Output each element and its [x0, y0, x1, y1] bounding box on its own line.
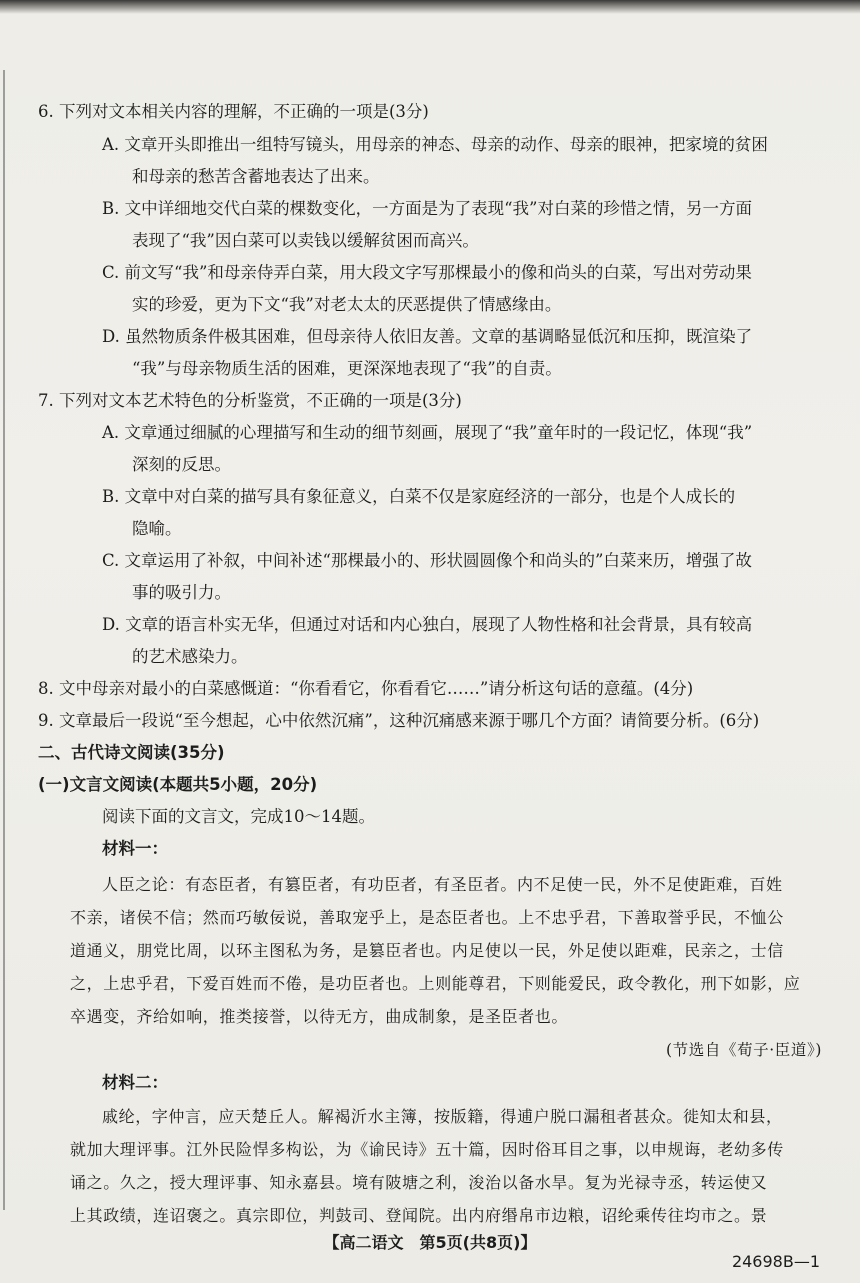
page-footer: 【高二语文 第5页(共8页)】 [323, 1233, 537, 1252]
material-1-line: 卒遇变，齐给如响，推类接誉，以待无方，曲成制象，是圣臣者也。 [70, 1007, 569, 1026]
material-1-line: 道通义，朋党比周，以环主图私为务，是篡臣者也。内足使以一民，外足使以距难，民亲之，士信 [70, 941, 784, 960]
question-7-option-c: C. 文章运用了补叙，中间补述“那棵最小的、形状圆圆像个和尚头的”白菜来历，增强了故 [102, 551, 752, 570]
question-7-option-b: B. 文章中对白菜的描写具有象征意义，白菜不仅是家庭经济的一部分，也是个人成长的 [102, 487, 736, 506]
section-heading: 二、古代诗文阅读(35分) [38, 743, 225, 762]
material-1-label: 材料一： [102, 839, 168, 858]
material-2-line: 就加大理评事。江外民险悍多构讼，为《谕民诗》五十篇，因时俗耳目之事，以申规诲，老幼多传 [70, 1140, 784, 1159]
material-2-line: 上其政绩，连诏褒之。真宗即位，判鼓司、登闻院。出内府缗帛市边粮，诏纶乘传往均市之。景 [70, 1206, 768, 1225]
question-9: 9. 文章最后一段说“至今想起，心中依然沉痛”，这种沉痛感来源于哪几个方面？请简要分析。(6分) [38, 711, 760, 730]
question-6-stem: 6. 下列对文本相关内容的理解，不正确的一项是(3分) [38, 102, 429, 121]
question-7-stem: 7. 下列对文本艺术特色的分析鉴赏，不正确的一项是(3分) [38, 391, 462, 410]
question-7-option-a-cont: 深刻的反思。 [132, 455, 231, 474]
binding-rule [3, 70, 5, 1210]
question-6-option-d-cont: “我”与母亲物质生活的困难，更深深地表现了“我”的自责。 [132, 359, 562, 378]
material-1-line: 不亲，诸侯不信；然而巧敏佞说，善取宠乎上，是态臣者也。上不忠乎君，下善取誉乎民，不恤公 [70, 908, 784, 927]
question-7-option-c-cont: 事的吸引力。 [132, 583, 231, 602]
question-8: 8. 文中母亲对最小的白菜感慨道：“你看看它，你看看它……”请分析这句话的意蕴。(4分) [38, 679, 694, 698]
question-6-option-a-cont: 和母亲的愁苦含蓄地表达了出来。 [132, 167, 380, 186]
exam-code: 24698B—1 [731, 1252, 820, 1271]
question-6-option-c-cont: 实的珍爱，更为下文“我”对老太太的厌恶提供了情感缘由。 [132, 295, 562, 314]
question-7-option-a: A. 文章通过细腻的心理描写和生动的细节刻画，展现了“我”童年时的一段记忆，体现“我” [102, 423, 753, 442]
material-1-line: 人臣之论：有态臣者，有篡臣者，有功臣者，有圣臣者。内不足使一民，外不足使距难，百姓 [102, 875, 783, 894]
reading-instruction: 阅读下面的文言文，完成10～14题。 [102, 807, 375, 826]
question-6-option-b: B. 文中详细地交代白菜的棵数变化，一方面是为了表现“我”对白菜的珍惜之情，另一方面 [102, 199, 752, 218]
question-6-option-d: D. 虽然物质条件极其困难，但母亲待人依旧友善。文章的基调略显低沉和压抑，既渲染了 [102, 327, 753, 346]
question-7-option-d-cont: 的艺术感染力。 [132, 647, 248, 666]
question-7-option-b-cont: 隐喻。 [132, 519, 182, 538]
material-2-line: 戚纶，字仲言，应天楚丘人。解褐沂水主簿，按版籍，得逋户脱口漏租者甚众。徙知太和县， [102, 1107, 783, 1126]
scan-top-edge [0, 0, 860, 14]
material-1-line: 之，上忠乎君，下爱百姓而不倦，是功臣者也。上则能尊君，下则能爱民，政令教化，刑下如影，应 [70, 974, 801, 993]
subsection-heading: (一)文言文阅读(本题共5小题，20分) [38, 775, 318, 794]
question-6-option-a: A. 文章开头即推出一组特写镜头，用母亲的神态、母亲的动作、母亲的眼神，把家境的贫困 [102, 135, 768, 154]
question-6-option-c: C. 前文写“我”和母亲侍弄白菜，用大段文字写那棵最小的像和尚头的白菜，写出对劳动果 [102, 263, 752, 282]
material-2-line: 诵之。久之，授大理评事、知永嘉县。境有陂塘之利，浚治以备水旱。复为光禄寺丞，转运使又 [70, 1173, 768, 1192]
material-1-source: (节选自《荀子·臣道》) [666, 1041, 822, 1059]
material-2-label: 材料二： [102, 1073, 168, 1092]
question-6-option-b-cont: 表现了“我”因白菜可以卖钱以缓解贫困而高兴。 [132, 231, 479, 250]
question-7-option-d: D. 文章的语言朴实无华，但通过对话和内心独白，展现了人物性格和社会背景，具有较高 [102, 615, 753, 634]
